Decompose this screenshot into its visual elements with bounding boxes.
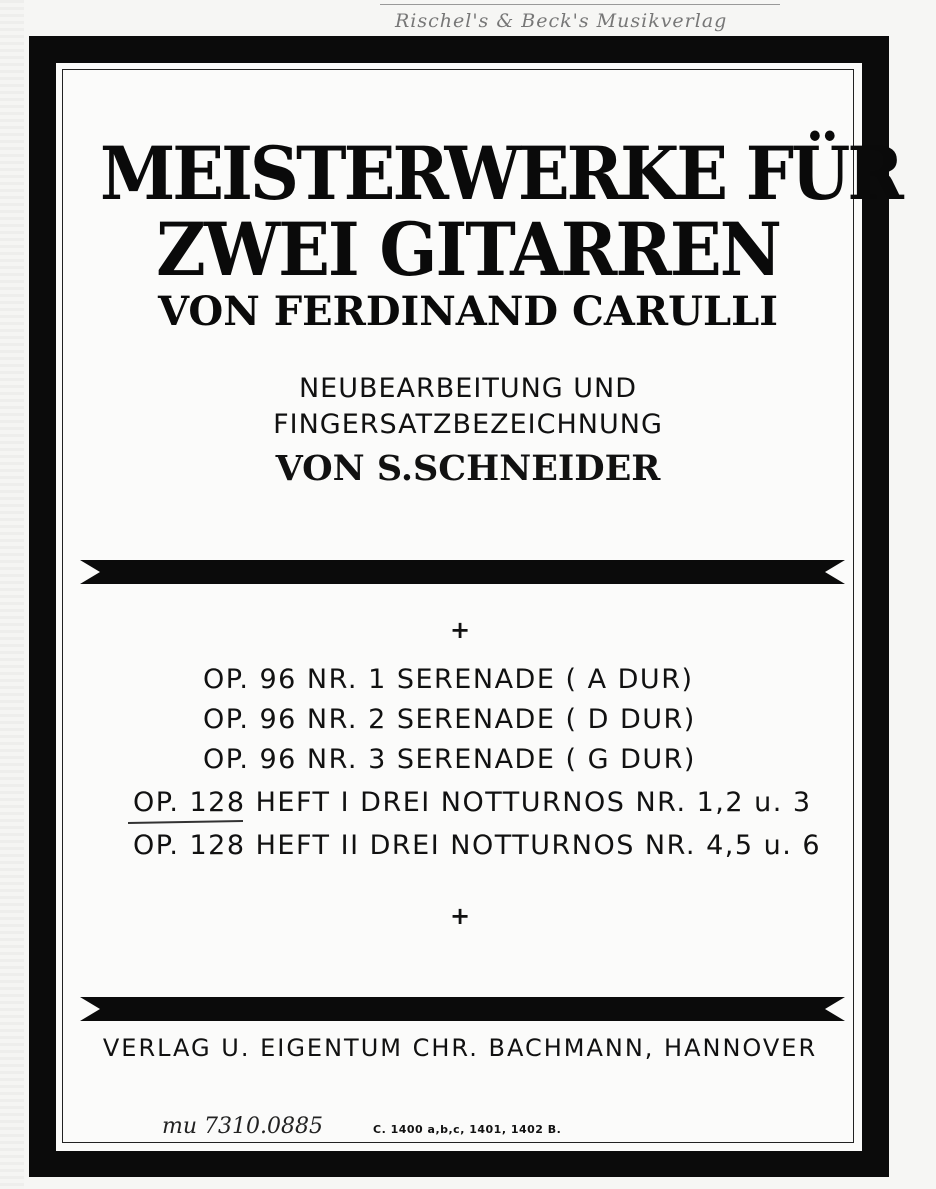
lower-banner-divider: [80, 997, 845, 1021]
subtitle-line-2: FINGERSATZBEZEICHNUNG: [273, 409, 663, 440]
ornament-plus-bottom: +: [449, 902, 471, 930]
ornament-plus-top: +: [449, 616, 471, 644]
publisher-line: VERLAG U. EIGENTUM CHR. BACHMANN, HANNOVER: [102, 1034, 818, 1062]
work-item: OP. 96 NR. 2 SERENADE ( D DUR): [203, 704, 696, 735]
owner-stamp: Rischel's & Beck's Musikverlag: [395, 10, 728, 32]
title-line-2: ZWEI GITARREN: [156, 206, 780, 294]
work-item: OP. 96 NR. 3 SERENADE ( G DUR): [203, 744, 696, 775]
composer-line: VON FERDINAND CARULLI: [158, 288, 778, 335]
subtitle-line-1: NEUBEARBEITUNG UND: [298, 373, 638, 404]
upper-banner-divider: [80, 560, 845, 584]
work-item: OP. 128 HEFT I DREI NOTTURNOS NR. 1,2 u. 3: [133, 787, 812, 818]
catalog-numbers: C. 1400 a,b,c, 1401, 1402 B.: [373, 1123, 562, 1136]
scan-edge: [0, 0, 24, 1189]
work-item: OP. 96 NR. 1 SERENADE ( A DUR): [203, 664, 694, 695]
top-rule: [380, 4, 780, 5]
work-item: OP. 128 HEFT II DREI NOTTURNOS NR. 4,5 u. 6: [133, 830, 822, 861]
editor-line: VON S.SCHNEIDER: [275, 448, 661, 489]
title-line-1: MEISTERWERKE FÜR: [100, 130, 901, 218]
handwritten-shelfmark: mu 7310.0885: [162, 1114, 323, 1139]
